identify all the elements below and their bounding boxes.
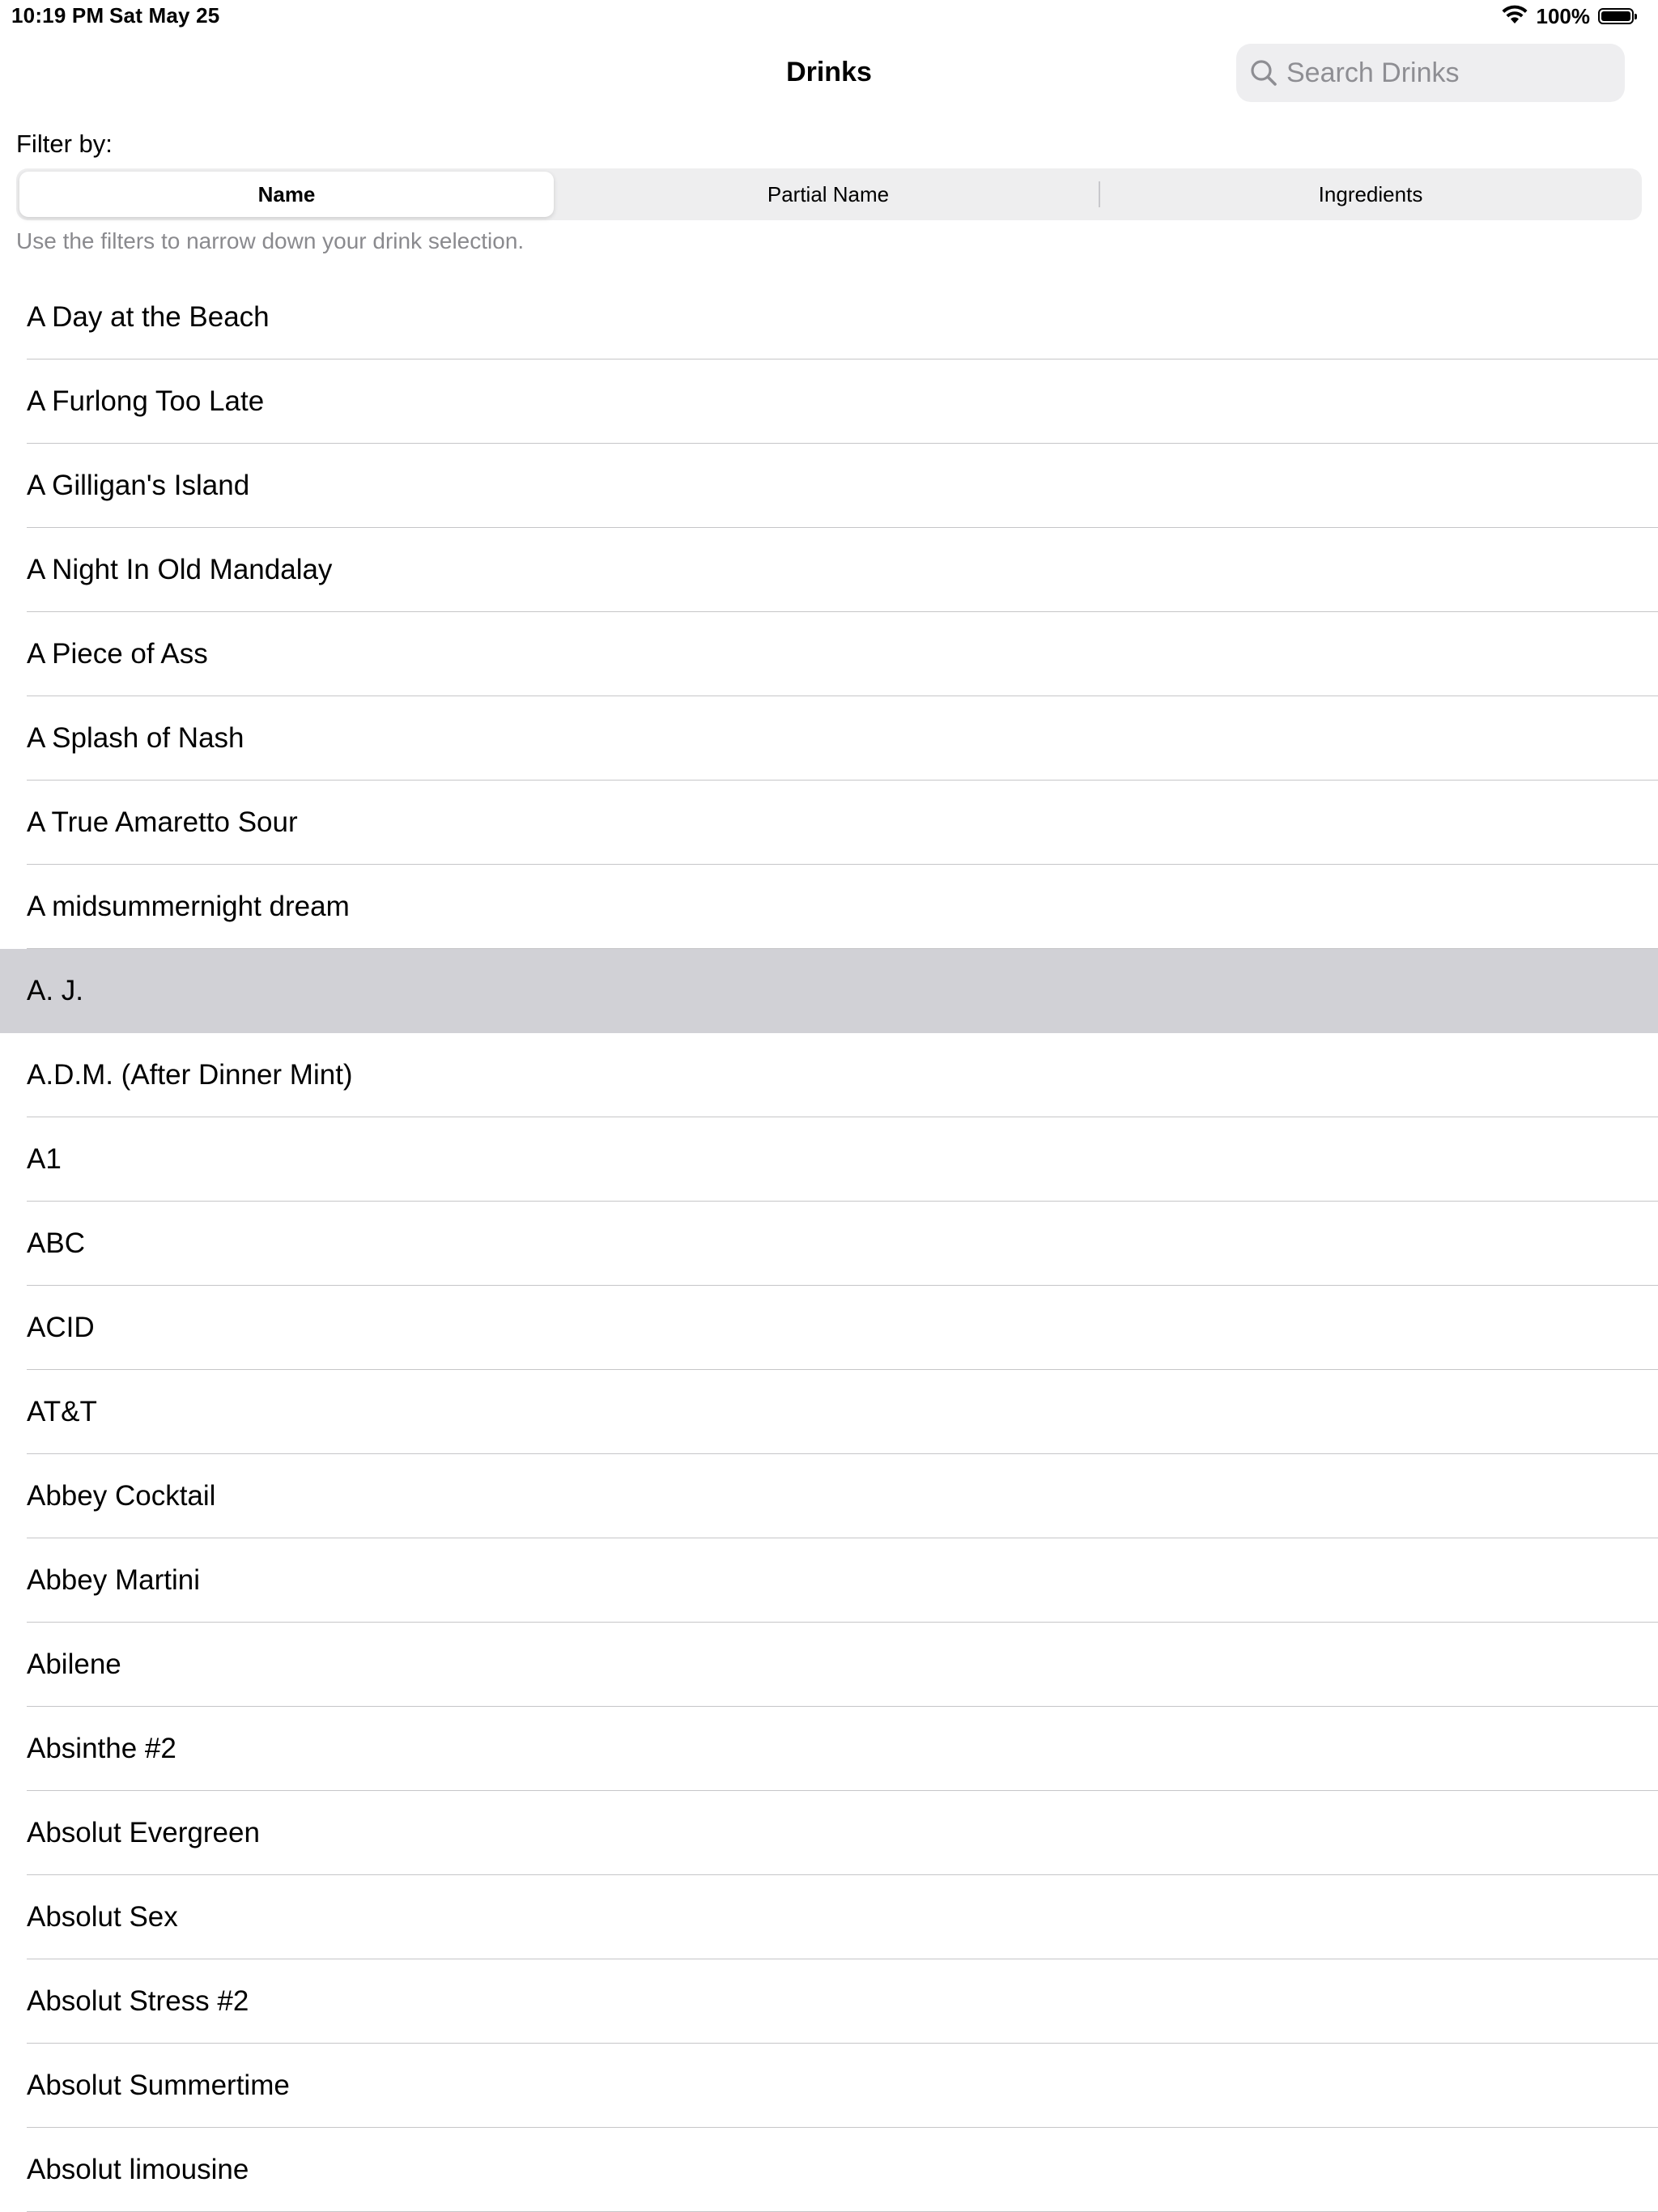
drink-name: A. J. (27, 975, 84, 1006)
filter-label: Filter by: (16, 130, 113, 158)
drink-name: A Splash of Nash (27, 722, 244, 754)
drink-name: Absinthe #2 (27, 1733, 176, 1764)
drink-row[interactable] (0, 275, 1658, 359)
drink-row[interactable] (0, 1286, 1658, 1370)
drink-row[interactable] (0, 1202, 1658, 1286)
drink-name: A midsummernight dream (27, 891, 350, 922)
search-bar[interactable] (1236, 44, 1625, 102)
drink-name: Absolut Sex (27, 1901, 178, 1933)
drink-name: A Day at the Beach (27, 301, 270, 333)
drink-row[interactable] (0, 696, 1658, 781)
drink-name: A True Amaretto Sour (27, 806, 298, 838)
status-bar (0, 0, 1658, 32)
status-indicators (1501, 3, 1635, 29)
drink-row[interactable] (0, 1033, 1658, 1117)
drink-name: A Gilligan's Island (27, 470, 250, 501)
drink-row[interactable] (0, 1117, 1658, 1202)
drink-row[interactable] (0, 1959, 1658, 2044)
segment-ingredients[interactable]: Ingredients (1318, 182, 1423, 206)
page-title: Drinks (786, 57, 872, 87)
drink-row[interactable] (0, 359, 1658, 444)
drink-row[interactable] (0, 1875, 1658, 1959)
drink-row[interactable] (0, 444, 1658, 528)
drink-name: Absolut Summertime (27, 2069, 290, 2101)
wifi-icon (1501, 4, 1528, 29)
drink-name: A.D.M. (After Dinner Mint) (27, 1059, 353, 1091)
drink-name: A1 (27, 1143, 62, 1175)
drink-name: A Night In Old Mandalay (27, 554, 333, 585)
drink-row[interactable] (0, 2128, 1658, 2212)
drink-row[interactable] (0, 949, 1658, 1033)
segment-divider (1099, 181, 1100, 207)
drink-name: Absolut limousine (27, 2154, 249, 2185)
status-date: Sat May 25 (109, 3, 220, 28)
drink-row[interactable] (0, 1791, 1658, 1875)
search-input[interactable] (1286, 44, 1610, 102)
drink-name: AT&T (27, 1396, 97, 1427)
drink-name: Abbey Cocktail (27, 1480, 216, 1512)
battery-icon (1598, 8, 1634, 24)
drink-name: Absolut Evergreen (27, 1817, 260, 1848)
filter-segmented-control (16, 168, 1642, 220)
segment-partial-name[interactable]: Partial Name (767, 182, 890, 206)
battery-percentage: 100% (1536, 3, 1590, 28)
drink-row[interactable] (0, 1707, 1658, 1791)
drink-row[interactable] (0, 528, 1658, 612)
drink-row[interactable] (0, 1454, 1658, 1538)
drink-row[interactable] (0, 865, 1658, 949)
drink-row[interactable] (0, 2044, 1658, 2128)
drink-name: ABC (27, 1227, 85, 1259)
status-time: 10:19 PM (11, 3, 104, 28)
drink-row[interactable] (0, 1370, 1658, 1454)
drink-name: A Piece of Ass (27, 638, 208, 670)
drink-row[interactable] (0, 1538, 1658, 1623)
drink-name: Abbey Martini (27, 1564, 200, 1596)
drink-row[interactable] (0, 1623, 1658, 1707)
drink-name: Absolut Stress #2 (27, 1985, 249, 2017)
drink-name: ACID (27, 1312, 95, 1343)
drink-list (0, 275, 1658, 2212)
segment-name[interactable]: Name (19, 172, 554, 217)
drink-name: A Furlong Too Late (27, 385, 265, 417)
drink-name: Abilene (27, 1648, 121, 1680)
search-icon (1248, 57, 1280, 89)
drink-row[interactable] (0, 612, 1658, 696)
drink-row[interactable] (0, 781, 1658, 865)
filter-hint: Use the filters to narrow down your drink selection. (16, 228, 525, 253)
